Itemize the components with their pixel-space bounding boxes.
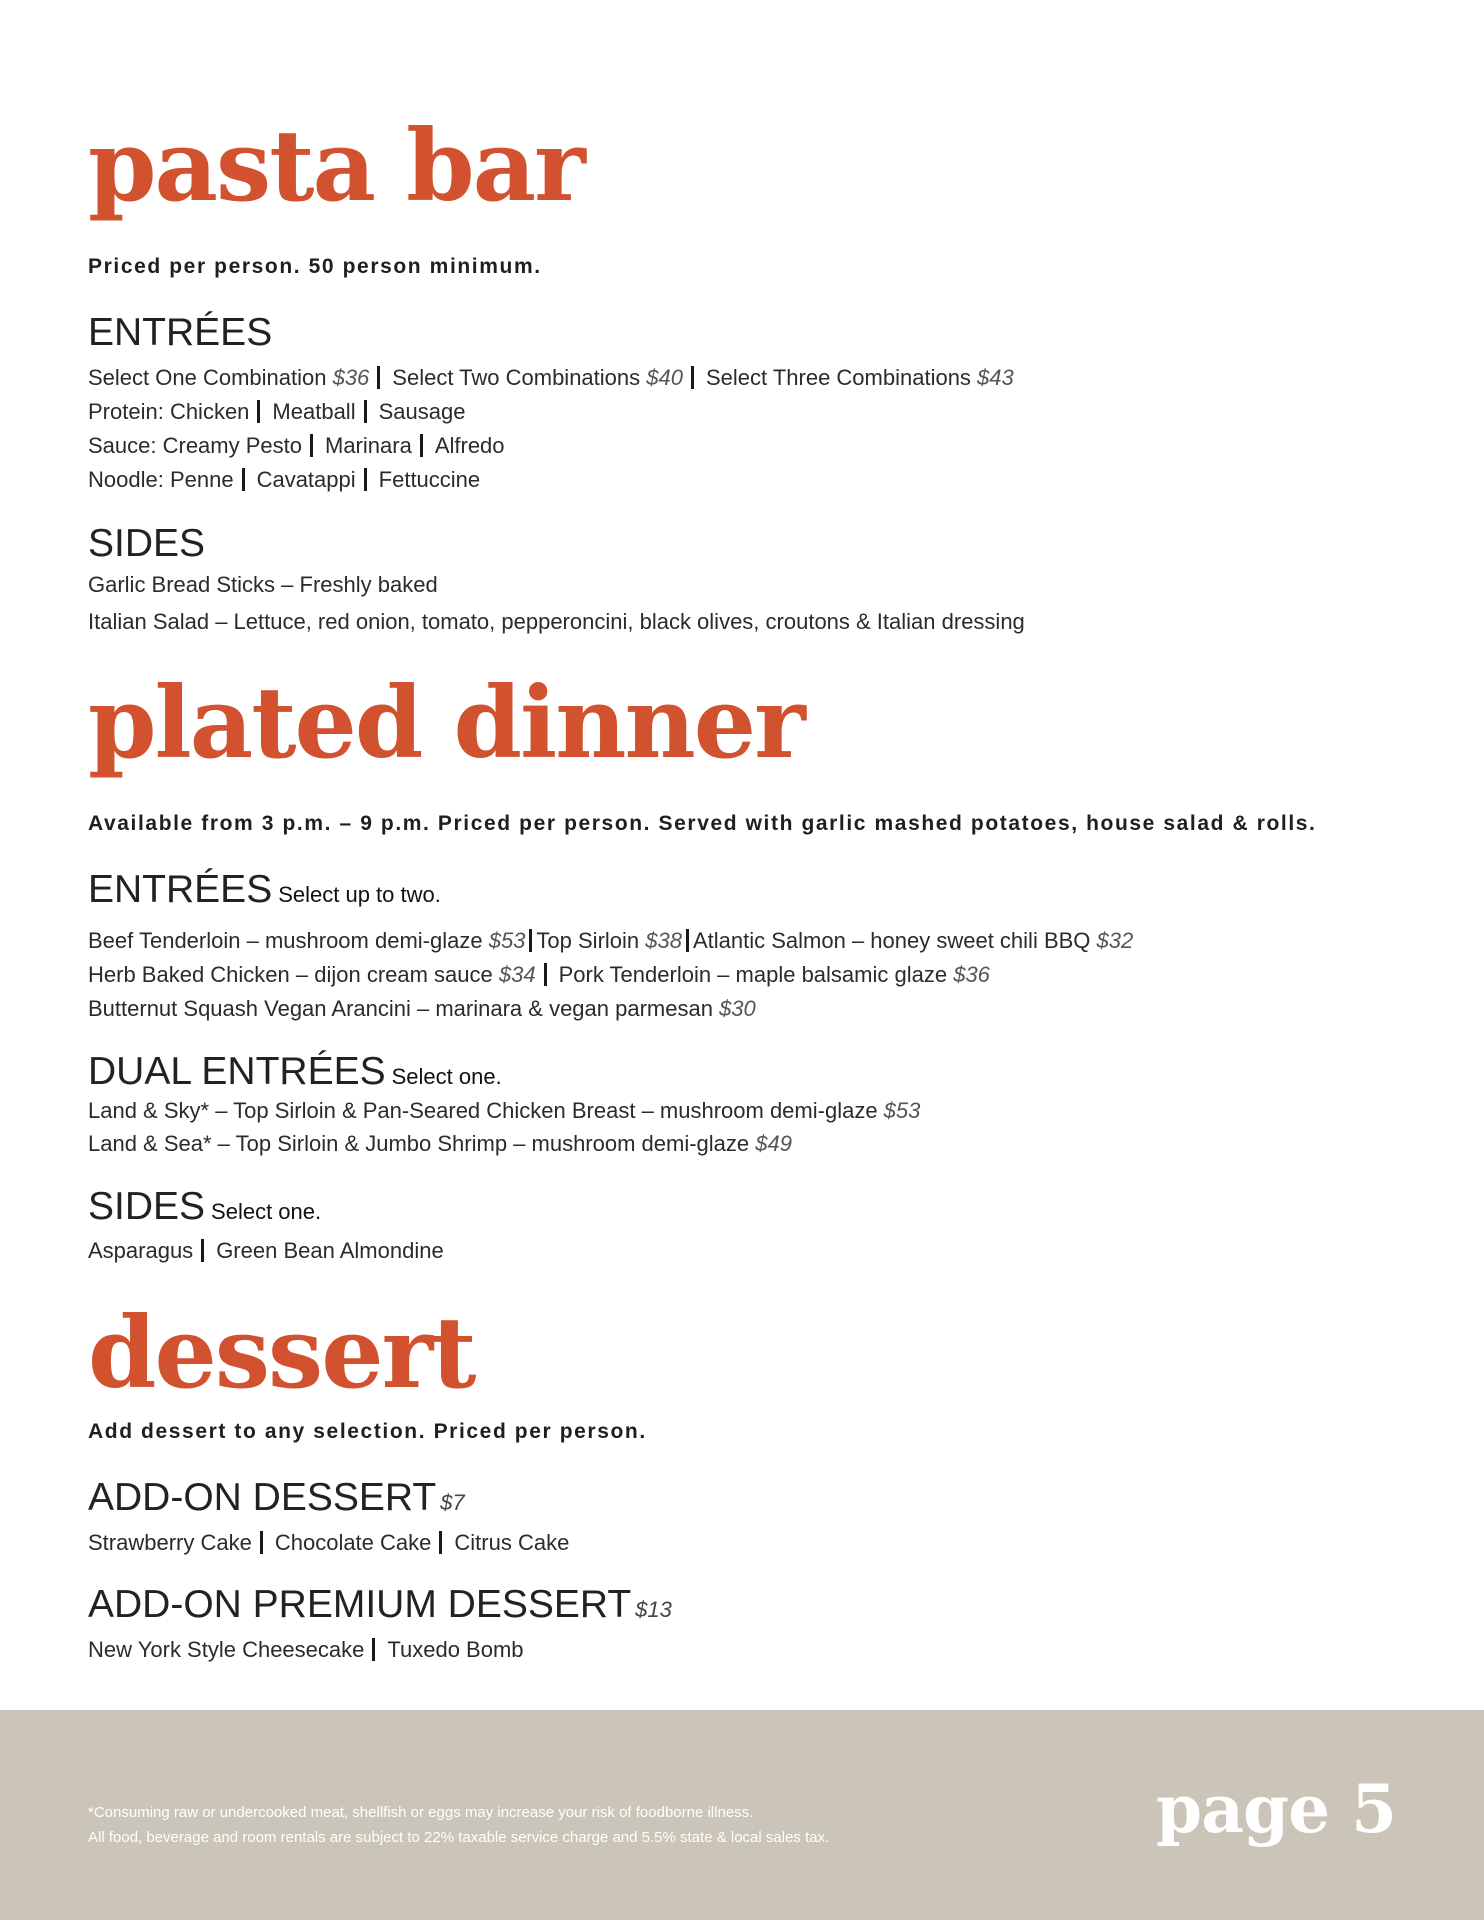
noodle-option: Penne (169, 467, 234, 492)
dessert-title: dessert (88, 1296, 475, 1411)
protein-label: Protein: (88, 399, 170, 424)
separator (439, 1531, 442, 1554)
combo-1-price: $36 (332, 365, 370, 390)
entree-price: $53 (488, 928, 526, 953)
dual-entree-price: $53 (883, 1098, 921, 1123)
separator (201, 1239, 204, 1262)
separator (544, 963, 547, 986)
separator (257, 400, 260, 423)
entree-name: Top Sirloin (536, 928, 646, 953)
sauce-line (88, 433, 505, 459)
dual-entree-name: Land & Sky* – Top Sirloin & Pan-Seared Chicken Breast – mushroom demi-glaze (88, 1098, 884, 1123)
protein-option: Chicken (169, 399, 250, 424)
pasta-bar-title: pasta bar (88, 109, 584, 224)
dual-entrees-note: Select one. (391, 1064, 502, 1089)
protein-line (88, 399, 465, 425)
separator (420, 434, 423, 457)
entree-price: $38 (645, 928, 682, 953)
entree-price: $30 (719, 996, 756, 1021)
footer-band (0, 1710, 1484, 1920)
entree-price: $34 (498, 962, 536, 987)
combo-3-price: $43 (977, 365, 1014, 390)
dual-entree-item (88, 1098, 920, 1124)
separator (310, 434, 313, 457)
protein-option: Meatball (272, 399, 356, 424)
side-option: Asparagus (88, 1238, 194, 1263)
addon-dessert-heading (88, 1478, 465, 1517)
pasta-entrees-heading: ENTRÉES (88, 311, 273, 354)
entree-price: $32 (1096, 928, 1134, 953)
entree-name: Butternut Squash Vegan Arancini – marinara & vegan parmesan (88, 996, 720, 1021)
premium-dessert-heading (88, 1585, 672, 1624)
separator (364, 468, 367, 491)
dual-entree-name: Land & Sea* – Top Sirloin & Jumbo Shrimp – mushroom demi-glaze (88, 1131, 756, 1156)
separator (242, 468, 245, 491)
pasta-sides-heading: SIDES (88, 522, 206, 565)
plated-sides-note: Select one. (211, 1199, 322, 1224)
noodle-option: Cavatappi (256, 467, 356, 492)
combo-3-label: Select Three Combinations (705, 365, 978, 390)
pasta-combinations-line (88, 365, 1014, 391)
dessert-option: Chocolate Cake (274, 1530, 432, 1555)
pasta-bar-tagline: Priced per person. 50 person minimum. (88, 255, 542, 278)
plated-sides-line (88, 1238, 444, 1264)
entree-name: Beef Tenderloin – mushroom demi-glaze (88, 928, 489, 953)
addon-dessert-price: $7 (440, 1490, 465, 1515)
combo-1-label: Select One Combination (88, 365, 333, 390)
plated-entrees-line-3 (88, 996, 756, 1022)
dual-entrees-title: DUAL ENTRÉES (88, 1050, 386, 1093)
side-option: Green Bean Almondine (216, 1238, 444, 1263)
dual-entree-item (88, 1131, 792, 1157)
separator (372, 1638, 375, 1661)
footer-disclaimer (88, 1800, 829, 1850)
noodle-label: Noodle: (88, 467, 170, 492)
plated-sides-heading (88, 1187, 321, 1226)
dessert-tagline: Add dessert to any selection. Priced per person. (88, 1420, 647, 1443)
service-charge-disclaimer: All food, beverage and room rentals are subject to 22% taxable service charge and 5.5% state & local sales tax. (88, 1829, 830, 1846)
premium-dessert-items (88, 1637, 524, 1663)
page-number: page 5 (1156, 1770, 1396, 1848)
pasta-side-item: Garlic Bread Sticks – Freshly baked (88, 572, 438, 597)
entree-name: Atlantic Salmon – honey sweet chili BBQ (692, 928, 1097, 953)
pasta-side-item: Italian Salad – Lettuce, red onion, tomato, pepperoncini, black olives, croutons & Italian dressing (88, 609, 1025, 634)
combo-2-label: Select Two Combinations (392, 365, 647, 390)
sauce-label: Sauce: (88, 433, 163, 458)
entree-name: Herb Baked Chicken – dijon cream sauce (88, 962, 499, 987)
dessert-option: Tuxedo Bomb (387, 1637, 524, 1662)
plated-entrees-heading (88, 870, 441, 909)
foodborne-disclaimer: *Consuming raw or undercooked meat, shellfish or eggs may increase your risk of foodborne illness. (88, 1804, 754, 1821)
entree-price: $36 (953, 962, 990, 987)
separator (377, 366, 380, 389)
dual-entrees-heading (88, 1052, 502, 1091)
dessert-option: New York Style Cheesecake (88, 1637, 365, 1662)
premium-dessert-title: ADD-ON PREMIUM DESSERT (88, 1583, 632, 1626)
plated-sides-title: SIDES (88, 1185, 206, 1228)
addon-dessert-items (88, 1530, 569, 1556)
dessert-option: Citrus Cake (454, 1530, 570, 1555)
plated-entrees-line-2 (88, 962, 990, 988)
premium-dessert-price: $13 (635, 1597, 672, 1622)
sauce-option: Marinara (325, 433, 412, 458)
protein-option: Sausage (378, 399, 466, 424)
plated-dinner-tagline: Available from 3 p.m. – 9 p.m. Priced per person. Served with garlic mashed potatoes, house salad & rolls. (88, 812, 1317, 835)
entree-name: Pork Tenderloin – maple balsamic glaze (558, 962, 954, 987)
dessert-option: Strawberry Cake (88, 1530, 252, 1555)
plated-dinner-title: plated dinner (88, 666, 804, 781)
plated-entrees-note: Select up to two. (278, 882, 441, 907)
addon-dessert-title: ADD-ON DESSERT (88, 1476, 437, 1519)
sauce-option: Alfredo (434, 433, 505, 458)
noodle-line (88, 467, 480, 493)
dual-entree-price: $49 (755, 1131, 792, 1156)
separator (529, 929, 532, 952)
plated-entrees-line-1 (88, 928, 1133, 954)
separator (364, 400, 367, 423)
separator (686, 929, 689, 952)
separator (691, 366, 694, 389)
noodle-option: Fettuccine (378, 467, 481, 492)
plated-entrees-title: ENTRÉES (88, 868, 273, 911)
sauce-option: Creamy Pesto (162, 433, 302, 458)
separator (260, 1531, 263, 1554)
combo-2-price: $40 (646, 365, 683, 390)
